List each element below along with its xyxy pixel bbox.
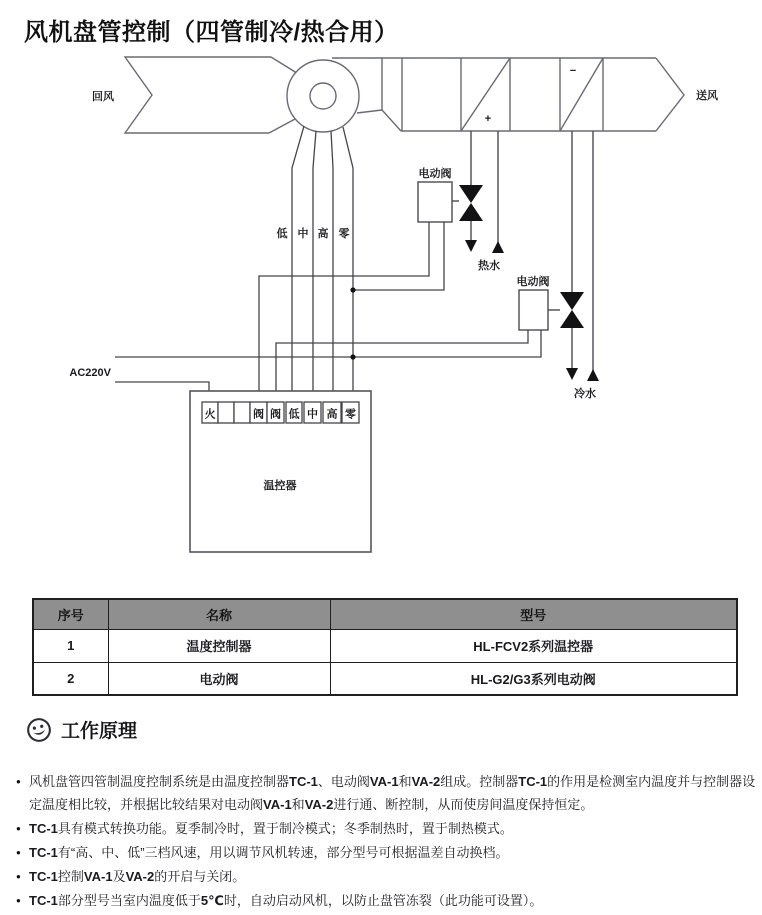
flow-down-arrow-icon xyxy=(465,240,477,252)
hot-valve-label: 电动阀 xyxy=(418,168,452,180)
junction-dot xyxy=(350,287,355,292)
principle-bullet: ● TC-1部分型号当室内温度低于5℃时，自动启动风机，以防止盘管冻裂（此功能可设置）。 xyxy=(16,889,756,912)
terminal-label: 零 xyxy=(345,408,356,421)
cooling-coil-minus: − xyxy=(569,65,577,77)
col-header-no: 序号 xyxy=(33,599,108,629)
principle-heading xyxy=(26,716,137,743)
principle-bullet: ● TC-1具有模式转换功能。夏季制冷时，置于制冷模式；冬季制热时，置于制热模式。 xyxy=(16,817,756,840)
wire-hot-valve-neutral xyxy=(353,222,444,290)
valve-bowtie-icon xyxy=(459,185,483,203)
valve-bowtie-icon xyxy=(560,292,584,310)
supply-arrow-icon xyxy=(656,58,684,131)
flow-up-arrow-icon xyxy=(492,241,504,253)
terminal-label: 高 xyxy=(326,408,338,421)
terminal-label: 中 xyxy=(307,408,318,421)
duct-outline xyxy=(125,57,684,133)
wire-mid xyxy=(313,131,316,401)
table-cell: 电动阀 xyxy=(108,662,330,695)
cold-water-label: 冷水 xyxy=(574,388,596,400)
flow-down-arrow-icon xyxy=(566,368,578,380)
hot-water-label: 热水 xyxy=(478,260,500,272)
wire-neutral xyxy=(343,127,353,401)
table-cell: 2 xyxy=(33,662,108,695)
speed-label-mid: 中 xyxy=(297,228,309,240)
col-header-name: 名称 xyxy=(108,599,330,629)
table-row xyxy=(33,629,737,662)
principle-bullet: ● TC-1有“高、中、低”三档风速，用以调节风机转速，部分型号可根据温差自动换档。 xyxy=(16,841,756,864)
terminal-cell xyxy=(218,402,234,423)
table-header-row xyxy=(33,599,737,629)
terminal-label: 火 xyxy=(204,408,216,421)
col-header-model: 型号 xyxy=(330,599,737,629)
valve-actuator-box xyxy=(418,182,452,222)
flow-up-arrow-icon xyxy=(587,369,599,381)
wire-high xyxy=(331,131,333,401)
terminal-strip xyxy=(202,402,359,423)
cold-water-valve-assembly xyxy=(516,131,599,381)
components-table xyxy=(32,598,738,696)
table-cell: 1 xyxy=(33,629,108,662)
junction-dot xyxy=(350,354,355,359)
table-row xyxy=(33,662,737,695)
principle-bullet: ● 风机盘管四管制温度控制系统是由温度控制器TC-1、电动阀VA-1和VA-2组成。控制器TC-1的作用是检测室内温度并与控制器设定温度相比较，并根据比较结果对电动阀VA-1和VA-2进行通、断控制，从而使房间温度保持恒定。 xyxy=(16,770,756,816)
terminal-label: 低 xyxy=(288,408,300,421)
thermostat-label: 温控器 xyxy=(263,480,297,492)
table-cell: HL-FCV2系列温控器 xyxy=(330,629,737,662)
smiley-icon xyxy=(26,717,52,743)
table-cell: 温度控制器 xyxy=(108,629,330,662)
valve-actuator-box xyxy=(519,290,548,330)
principle-bullet: ● TC-1控制VA-1及VA-2的开启与关闭。 xyxy=(16,865,756,888)
terminal-label: 阀 xyxy=(253,408,264,421)
return-air-label: 回风 xyxy=(92,91,114,103)
hot-water-valve-assembly xyxy=(418,131,504,253)
speed-label-low: 低 xyxy=(276,228,288,240)
terminal-cell xyxy=(234,402,250,423)
table-cell: HL-G2/G3系列电动阀 xyxy=(330,662,737,695)
speed-label-high: 高 xyxy=(317,228,329,240)
speed-label-neutral: 零 xyxy=(338,228,350,240)
page-title: 风机盘管控制（四管制冷/热合用） xyxy=(24,19,399,46)
cooling-coil-diagonal xyxy=(560,58,603,131)
principle-title: 工作原理 xyxy=(61,721,138,742)
terminal-label: 阀 xyxy=(270,408,281,421)
principle-bullets xyxy=(16,770,756,913)
wire-hot-valve xyxy=(259,222,429,401)
power-label: AC220V xyxy=(69,367,111,379)
cold-valve-label: 电动阀 xyxy=(516,276,550,288)
heating-coil-plus: + xyxy=(484,113,492,125)
supply-air-label: 送风 xyxy=(696,90,718,102)
wire-low xyxy=(292,126,304,401)
